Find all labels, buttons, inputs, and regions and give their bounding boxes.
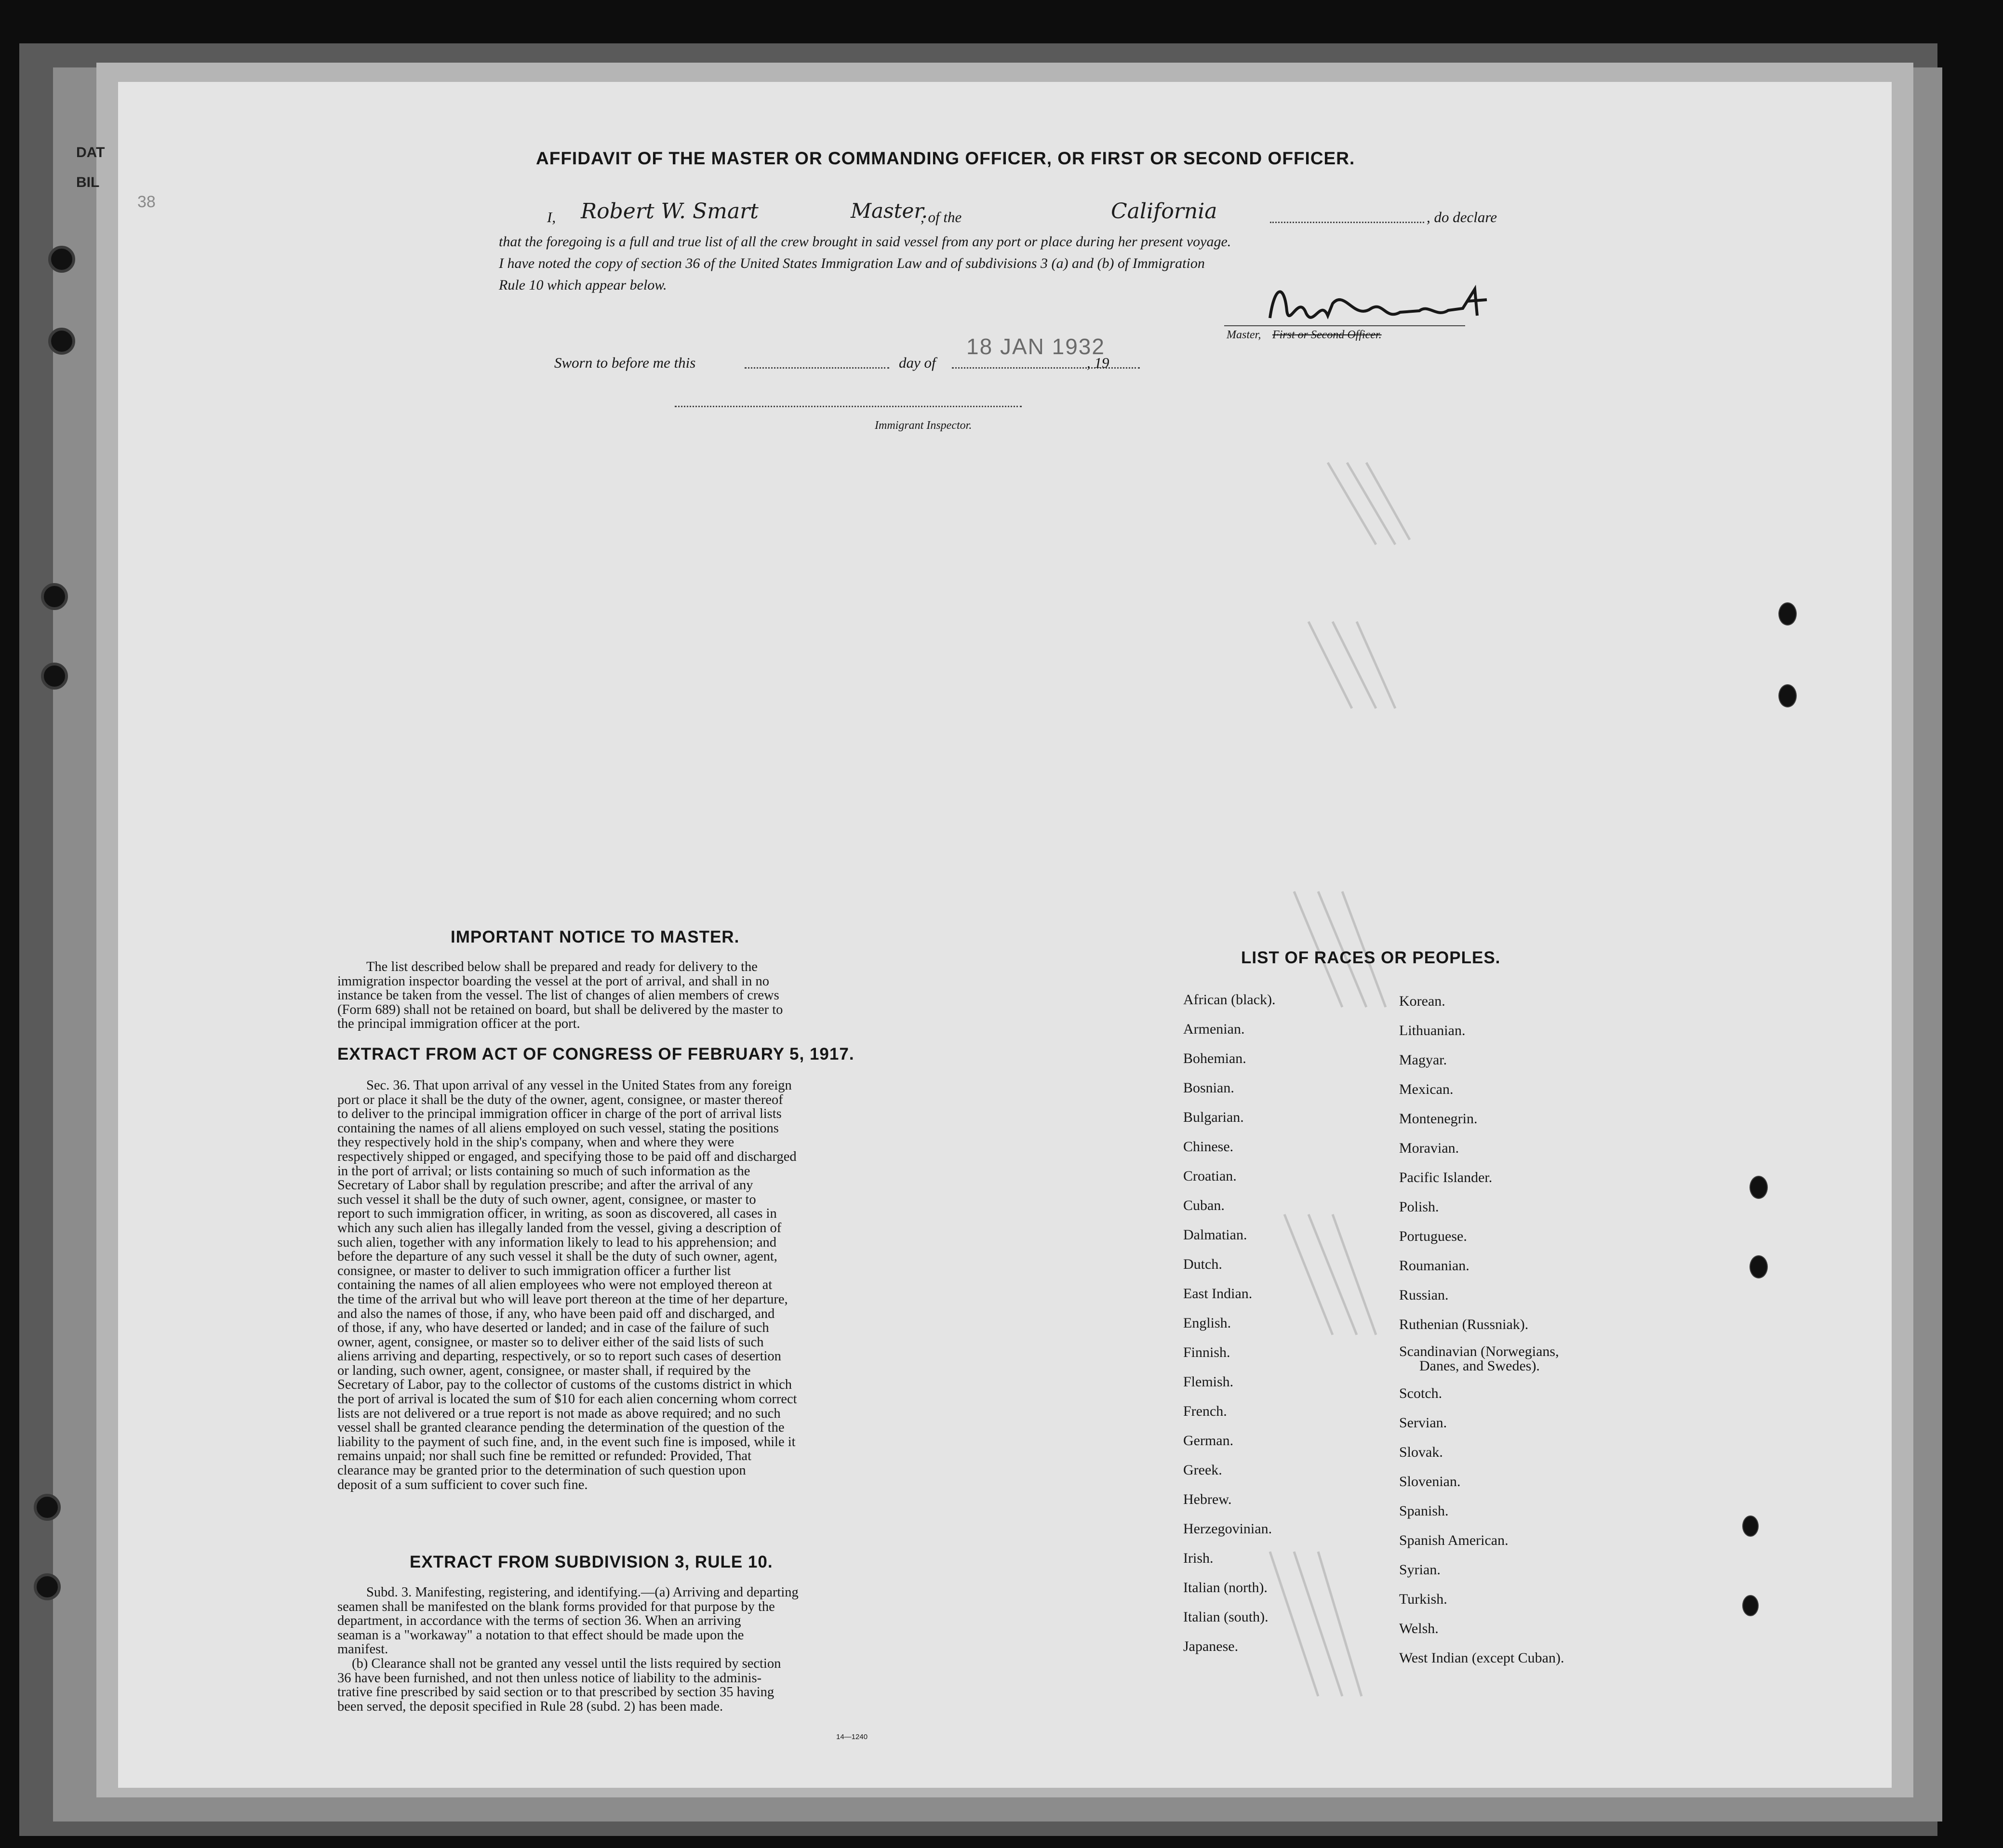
do-declare-label: , do declare — [1427, 209, 1497, 226]
act-line: of those, if any, who have deserted or landed; and in case of the failure of such — [337, 1320, 769, 1336]
punch-hole — [1778, 684, 1797, 707]
act-line: which any such alien has illegally landed from the vessel, giving a description of — [337, 1220, 782, 1236]
act-line: and also the names of those, if any, who have been paid off and discharged, and — [337, 1306, 775, 1321]
race-left: French. — [1183, 1403, 1227, 1419]
race-left: Croatian. — [1183, 1168, 1237, 1184]
act-line: before the departure of any such vessel it shall be the duty of such owner, agent, — [337, 1249, 777, 1264]
race-right: Moravian. — [1399, 1140, 1459, 1156]
race-right: Slovak. — [1399, 1444, 1443, 1460]
race-right: Roumanian. — [1399, 1258, 1469, 1274]
act-line: consignee, or master to deliver to such immigration officer a further list — [337, 1263, 731, 1278]
race-left: Cuban. — [1183, 1197, 1225, 1213]
notice-paragraph — [337, 960, 1027, 1031]
act-line: containing the names of all aliens employed on such vessel, stating the positions — [337, 1120, 779, 1136]
notice-line: The list described below shall be prepared and ready for delivery to the — [366, 959, 758, 974]
race-left: Italian (north). — [1183, 1580, 1268, 1595]
act-line: such vessel it shall be the duty of such owner, agent, consignee, or master to — [337, 1192, 756, 1207]
race-right: Ruthenian (Russniak). — [1399, 1316, 1529, 1332]
binder-hole — [41, 583, 68, 610]
act-line: the time of the arrival but who will leave port thereon at the time of her departure, — [337, 1291, 788, 1307]
race-left: Flemish. — [1183, 1374, 1234, 1390]
rule-line: Subd. 3. Manifesting, registering, and identifying.—(a) Arriving and departing — [366, 1585, 799, 1600]
master-signature — [1260, 275, 1549, 337]
race-right: Scandinavian (Norwegians, — [1399, 1343, 1559, 1359]
margin-mark-bil: BIL — [76, 174, 100, 190]
act-line: Secretary of Labor, pay to the collector of customs of the customs district in which — [337, 1377, 792, 1393]
race-right: Portuguese. — [1399, 1228, 1467, 1244]
act-line: Sec. 36. That upon arrival of any vessel in the United States from any foreign — [366, 1078, 792, 1093]
act-line: aliens arriving and departing, respectively, or so to report such cases of desertion — [337, 1349, 781, 1364]
race-right: Scotch. — [1399, 1385, 1442, 1401]
act-line: respectively shipped or engaged, and specifying those to be paid off and discharged — [337, 1149, 797, 1164]
affidavit-heading: AFFIDAVIT OF THE MASTER OR COMMANDING OFFICER, OR FIRST OR SECOND OFFICER. — [536, 148, 1355, 168]
affidavit-line-2: that the foregoing is a full and true list of all the crew brought in said vessel from any port or place during her present voyage. — [499, 234, 1231, 250]
notice-line: instance be taken from the vessel. The list of changes of alien members of crews — [337, 988, 779, 1003]
act-line: to deliver to the principal immigration officer in charge of the port of arrival lists — [337, 1106, 782, 1122]
affidavit-line-3: I have noted the copy of section 36 of the United States Immigration Law and of subdivisions 3 (a) and (b) of Immigration — [499, 255, 1205, 271]
punch-hole — [1749, 1255, 1768, 1278]
race-right: Turkish. — [1399, 1591, 1447, 1607]
race-right: Mexican. — [1399, 1081, 1454, 1097]
race-right: Welsh. — [1399, 1621, 1439, 1636]
margin-mark-dat: DAT — [76, 145, 105, 160]
vessel-name-handwritten: California — [1111, 199, 1217, 224]
race-left: Irish. — [1183, 1550, 1214, 1566]
race-right: Polish. — [1399, 1199, 1439, 1215]
of-the-label: , of the — [921, 209, 962, 226]
date-stamp: 18 JAN 1932 — [966, 334, 1105, 359]
act-line: lists are not delivered or a true report is not made as above required; and no such — [337, 1406, 781, 1421]
act-extract-heading: EXTRACT FROM ACT OF CONGRESS OF FEBRUARY 5, 1917. — [337, 1045, 855, 1064]
race-right: Korean. — [1399, 993, 1445, 1009]
act-line: clearance may be granted prior to the determination of such question upon — [337, 1463, 746, 1478]
act-line: report to such immigration officer, in writing, as soon as discovered, all cases in — [337, 1206, 777, 1222]
binder-hole — [48, 246, 75, 273]
race-right: Danes, and Swedes). — [1419, 1358, 1540, 1374]
race-left: Herzegovinian. — [1183, 1521, 1272, 1537]
race-right: Syrian. — [1399, 1562, 1441, 1578]
sworn-month-line — [952, 367, 1140, 369]
punch-hole — [1749, 1176, 1768, 1199]
act-line: in the port of arrival; or lists containing so much of such information as the — [337, 1163, 750, 1179]
notice-line: the principal immigration officer at the port. — [337, 1016, 580, 1032]
notice-heading: IMPORTANT NOTICE TO MASTER. — [451, 928, 740, 946]
race-right: Magyar. — [1399, 1052, 1447, 1068]
rule-extract-paragraph — [337, 1585, 1027, 1714]
margin-number: 38 — [137, 193, 156, 211]
binder-hole — [41, 663, 68, 690]
race-left: Bosnian. — [1183, 1080, 1234, 1096]
act-line: owner, agent, consignee, or master so to deliver either of the said lists of such — [337, 1334, 764, 1350]
rule-line: seaman is a "workaway" a notation to that effect should be made upon the — [337, 1627, 744, 1643]
master-signature-label: Master, — [1227, 329, 1261, 341]
act-line: the port of arrival is located the sum of $10 for each alien concerning whom correct — [337, 1392, 797, 1407]
act-line: remains unpaid; nor shall such fine be remitted or refunded: Provided, That — [337, 1449, 751, 1464]
binder-hole — [34, 1573, 61, 1600]
punch-hole — [1742, 1516, 1759, 1537]
rule-line: (b) Clearance shall not be granted any vessel until the lists required by section — [352, 1656, 781, 1671]
master-title-handwritten: Master. — [851, 199, 928, 223]
year-label: , 19 — [1087, 354, 1109, 371]
race-left: Bohemian. — [1183, 1050, 1246, 1066]
race-left: Bulgarian. — [1183, 1109, 1244, 1125]
rule-line: 36 have been furnished, and not then unless notice of liability to the adminis- — [337, 1670, 762, 1686]
signature-line — [1224, 325, 1465, 326]
affidavit-i-label: I, — [547, 209, 556, 226]
race-right: West Indian (except Cuban). — [1399, 1650, 1564, 1666]
punch-hole — [1778, 602, 1797, 625]
race-left: East Indian. — [1183, 1286, 1253, 1302]
act-line: Secretary of Labor shall by regulation prescribe; and after the arrival of any — [337, 1178, 753, 1193]
race-right: Servian. — [1399, 1415, 1447, 1431]
race-left: Greek. — [1183, 1462, 1222, 1478]
struck-officer-label: First or Second Officer. — [1272, 329, 1382, 341]
notice-line: immigration inspector boarding the vessel at the port of arrival, and shall in no — [337, 973, 769, 989]
race-right: Lithuanian. — [1399, 1023, 1466, 1038]
form-number: 14—1240 — [836, 1733, 868, 1741]
punch-hole — [1742, 1595, 1759, 1616]
race-left: Italian (south). — [1183, 1609, 1269, 1625]
act-extract-paragraph — [337, 1078, 1027, 1492]
day-of-label: day of — [899, 354, 936, 371]
race-right: Spanish American. — [1399, 1532, 1509, 1548]
rule-extract-heading: EXTRACT FROM SUBDIVISION 3, RULE 10. — [410, 1553, 773, 1571]
binder-hole — [48, 328, 75, 355]
rule-line: been served, the deposit specified in Rule 28 (subd. 2) has been made. — [337, 1699, 723, 1714]
race-right: Spanish. — [1399, 1503, 1449, 1519]
act-line: vessel shall be granted clearance pending the determination of the question of the — [337, 1420, 785, 1436]
races-heading: LIST OF RACES OR PEOPLES. — [1241, 948, 1501, 967]
race-left: Chinese. — [1183, 1139, 1234, 1155]
inspector-signature-line — [675, 406, 1022, 407]
binder-hole — [34, 1494, 61, 1521]
bleed-through-marks — [1251, 419, 1540, 1768]
rule-line: manifest. — [337, 1642, 388, 1657]
race-left: English. — [1183, 1315, 1231, 1331]
rule-line: trative fine prescribed by said section or to that prescribed by section 35 having — [337, 1685, 774, 1700]
act-line: containing the names of all alien employees who were not employed thereon at — [337, 1277, 773, 1293]
vessel-dotted-line — [1270, 222, 1424, 223]
act-line: deposit of a sum sufficient to cover such fine. — [337, 1477, 588, 1492]
race-left: Hebrew. — [1183, 1491, 1232, 1507]
act-line: such alien, together with any information likely to lead to his apprehension; and — [337, 1235, 776, 1250]
inspector-label: Immigrant Inspector. — [875, 419, 972, 432]
rule-line: seamen shall be manifested on the blank forms provided for that purpose by the — [337, 1599, 775, 1614]
act-line: liability to the payment of such fine, and, in the event such fine is imposed, while it — [337, 1434, 796, 1449]
race-left: Dalmatian. — [1183, 1227, 1247, 1243]
sworn-day-line — [745, 367, 889, 369]
race-left: African (black). — [1183, 992, 1276, 1008]
race-right: Slovenian. — [1399, 1474, 1461, 1489]
race-left: German. — [1183, 1433, 1234, 1449]
race-left: Finnish. — [1183, 1344, 1230, 1360]
race-right: Montenegrin. — [1399, 1111, 1478, 1127]
race-left: Dutch. — [1183, 1256, 1222, 1272]
rule-line: department, in accordance with the terms of section 36. When an arriving — [337, 1613, 741, 1629]
act-line: or landing, such owner, agent, consignee, or master shall, if required by the — [337, 1363, 751, 1378]
race-left: Japanese. — [1183, 1638, 1239, 1654]
act-line: they respectively hold in the ship's company, when and where they were — [337, 1135, 734, 1150]
race-right: Pacific Islander. — [1399, 1170, 1493, 1185]
race-right: Russian. — [1399, 1287, 1449, 1303]
manifest-page — [118, 82, 1892, 1788]
notice-line: (Form 689) shall not be retained on board, but shall be delivered by the master to — [337, 1002, 783, 1017]
race-left: Armenian. — [1183, 1021, 1245, 1037]
sworn-label: Sworn to before me this — [554, 354, 696, 371]
master-name-handwritten: Robert W. Smart — [581, 199, 759, 224]
act-line: port or place it shall be the duty of the owner, agent, consignee, or master thereof — [337, 1092, 783, 1107]
affidavit-line-4: Rule 10 which appear below. — [499, 277, 667, 293]
